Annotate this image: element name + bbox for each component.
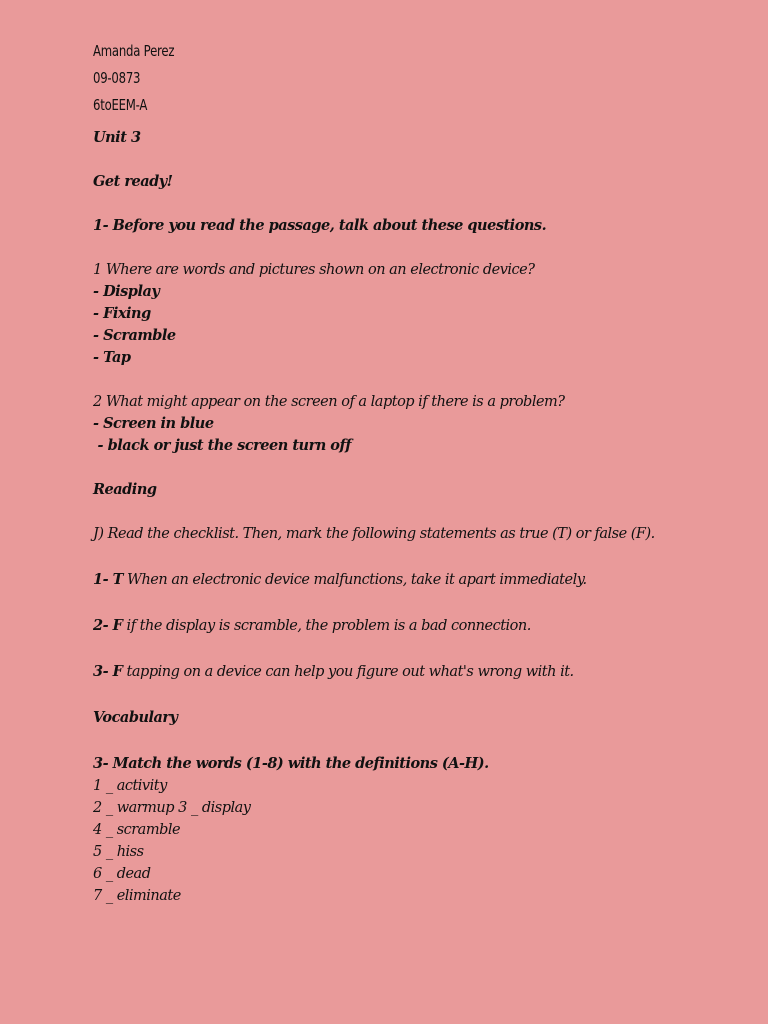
question-2: 2 What might appear on the screen of a laptop if there is a problem? bbox=[93, 394, 565, 410]
answer-item: - Screen in blue bbox=[93, 415, 214, 432]
answer-item: - Display bbox=[93, 283, 160, 300]
statement-text: When an electronic device malfunctions, take it apart immediately. bbox=[122, 572, 587, 588]
statement-2 bbox=[93, 615, 728, 637]
answer-item: - Tap bbox=[93, 349, 131, 366]
student-header bbox=[93, 38, 728, 119]
instruction-before-reading: 1- Before you read the passage, talk about these questions. bbox=[93, 217, 547, 234]
statement-mark: 1- T bbox=[93, 571, 123, 588]
vocab-item: 2 _ warmup 3 _ display bbox=[93, 800, 251, 816]
answer-item: - black or just the screen turn off bbox=[93, 437, 351, 454]
answer-item: - Fixing bbox=[93, 305, 151, 322]
student-name: Amanda Perez bbox=[93, 42, 175, 60]
statement-text: tapping on a device can help you figure out what's wrong with it. bbox=[122, 664, 574, 680]
answer-item: - Scramble bbox=[93, 327, 176, 344]
student-id: 09-0873 bbox=[93, 69, 141, 87]
vocab-instruction: 3- Match the words (1-8) with the definitions (A-H). bbox=[93, 755, 489, 772]
unit-title: Unit 3 bbox=[93, 129, 141, 146]
vocab-item: 7 _ eliminate bbox=[93, 888, 181, 904]
statement-mark: 2- F bbox=[93, 617, 123, 634]
statement-3 bbox=[93, 661, 728, 683]
vocab-item: 6 _ dead bbox=[93, 866, 151, 882]
vocabulary-heading: Vocabulary bbox=[93, 709, 178, 726]
question-1: 1 Where are words and pictures shown on an electronic device? bbox=[93, 262, 535, 278]
statement-1 bbox=[93, 569, 728, 591]
reading-instruction: J) Read the checklist. Then, mark the following statements as true (T) or false (F). bbox=[93, 526, 655, 542]
statement-mark: 3- F bbox=[93, 663, 123, 680]
get-ready-heading: Get ready! bbox=[93, 173, 173, 190]
vocab-item: 5 _ hiss bbox=[93, 844, 144, 860]
vocab-item: 4 _ scramble bbox=[93, 822, 181, 838]
statement-text: if the display is scramble, the problem is a bad connection. bbox=[122, 618, 531, 634]
vocab-item: 1 _ activity bbox=[93, 778, 167, 794]
reading-heading: Reading bbox=[93, 481, 157, 498]
student-group: 6toEEM-A bbox=[93, 96, 148, 114]
unit-section bbox=[93, 127, 728, 907]
